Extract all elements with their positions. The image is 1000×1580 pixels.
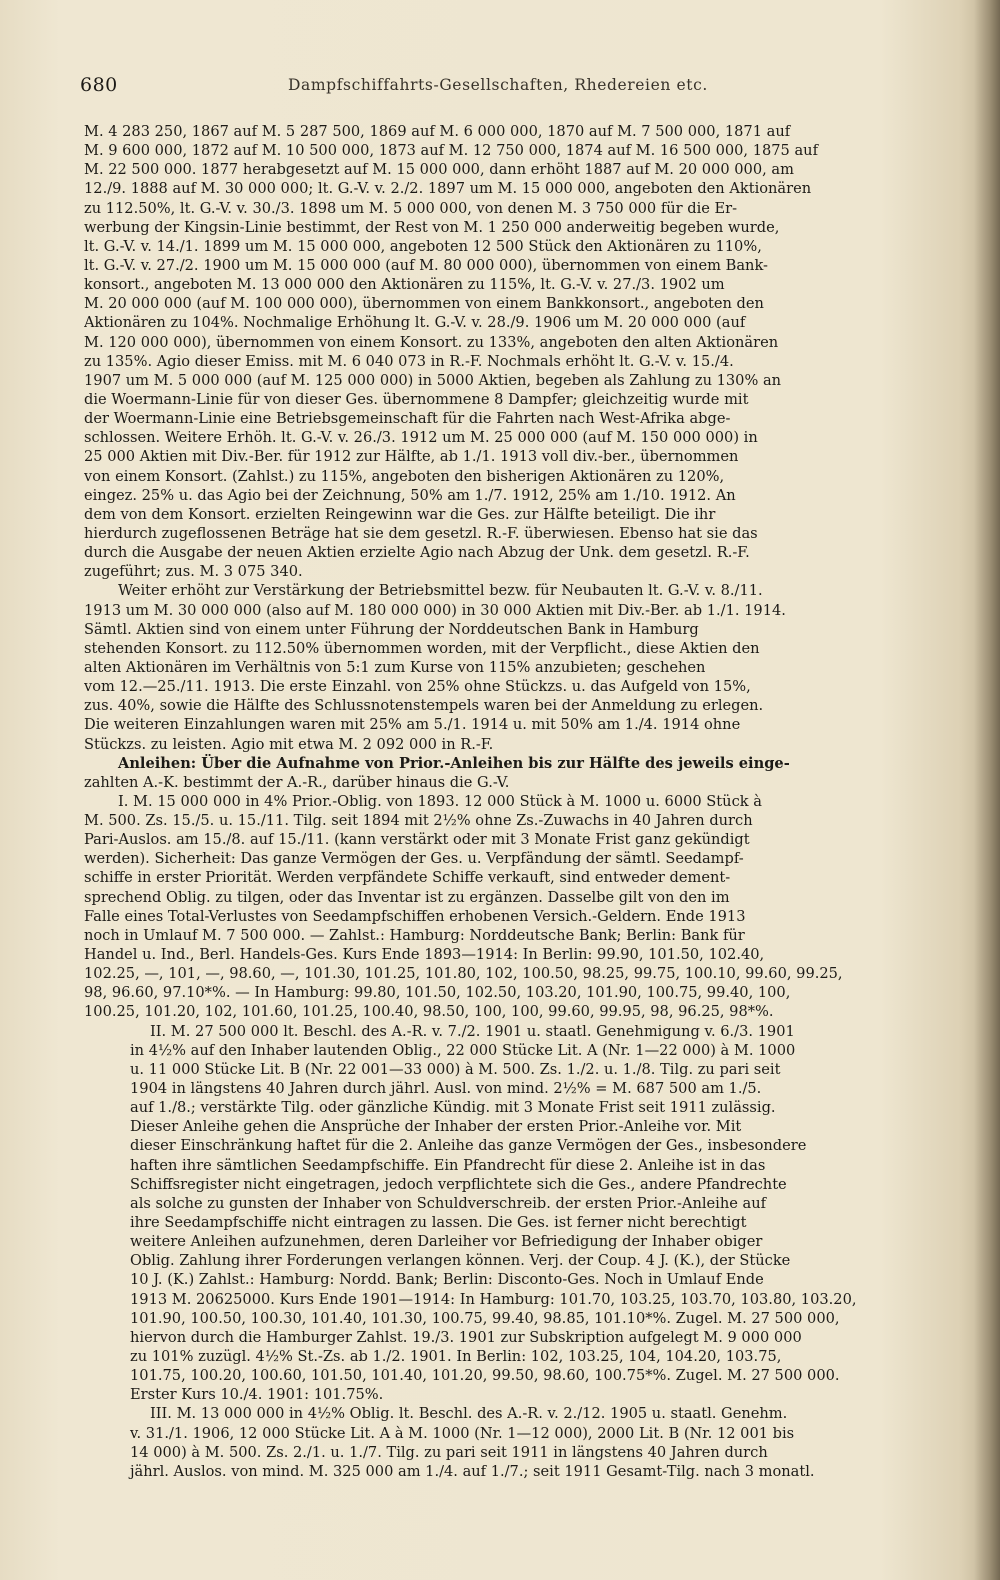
text-line: I. M. 15 000 000 in 4% Prior.-Oblig. von 1893. 12 000 Stück à M. 1000 u. 6000 Stück à: [118, 792, 762, 810]
page-number: 680: [80, 74, 118, 96]
text-line: die Woermann-Linie für von dieser Ges. übernommene 8 Dampfer; gleichzeitig wurde mit: [84, 390, 749, 408]
text-line: konsort., angeboten M. 13 000 000 den Aktionären zu 115%, lt. G.-V. v. 27./3. 1902 um: [84, 276, 725, 294]
text-line: 101.90, 100.50, 100.30, 101.40, 101.30, 100.75, 99.40, 98.85, 101.10*%. Zugel. M. 27 500 000,: [130, 1309, 840, 1327]
text-line: als solche zu gunsten der Inhaber von Schuldverschreib. der ersten Prior.-Anleihe auf: [130, 1194, 767, 1212]
text-line: stehenden Konsort. zu 112.50% übernommen worden, mit der Verpflicht., diese Aktien den: [84, 639, 760, 657]
text-line: M. 500. Zs. 15./5. u. 15./11. Tilg. seit 1894 mit 2½% ohne Zs.-Zuwachs in 40 Jahren durch: [84, 812, 753, 830]
text-line: Erster Kurs 10./4. 1901: 101.75%.: [130, 1386, 384, 1404]
text-line: schlossen. Weitere Erhöh. lt. G.-V. v. 26./3. 1912 um M. 25 000 000 (auf M. 150 000 000) in: [84, 429, 758, 447]
text-line: Die weiteren Einzahlungen waren mit 25% am 5./1. 1914 u. mit 50% am 1./4. 1914 ohne: [84, 716, 741, 734]
text-line: alten Aktionären im Verhältnis von 5:1 zum Kurse von 115% anzubieten; geschehen: [84, 658, 706, 676]
text-line: 1913 M. 20625000. Kurs Ende 1901—1914: In Hamburg: 101.70, 103.25, 103.70, 103.80, 103.20,: [130, 1290, 857, 1308]
text-line: sprechend Oblig. zu tilgen, oder das Inventar ist zu ergänzen. Dasselbe gilt von den im: [84, 888, 730, 906]
text-line: Anleihen: Über die Aufnahme von Prior.-Anleihen bis zur Hälfte des jeweils einge-: [118, 754, 790, 772]
text-line: haften ihre sämtlichen Seedampfschiffe. Ein Pfandrecht für diese 2. Anleihe ist in das: [130, 1156, 766, 1174]
text-line: schiffe in erster Priorität. Werden verpfändete Schiffe verkauft, sind entweder dement-: [84, 869, 731, 887]
text-line: Schiffsregister nicht eingetragen, jedoch verpflichtete sich die Ges., andere Pfandrechte: [130, 1175, 787, 1193]
text-line: M. 120 000 000), übernommen von einem Konsort. zu 133%, angeboten den alten Aktionären: [84, 333, 779, 351]
text-line: lt. G.-V. v. 27./2. 1900 um M. 15 000 000 (auf M. 80 000 000), übernommen von einem Bank-: [84, 256, 768, 274]
text-line: II. M. 27 500 000 lt. Beschl. des A.-R. v. 7./2. 1901 u. staatl. Genehmigung v. 6./3. 1901: [150, 1022, 795, 1040]
text-line: M. 4 283 250, 1867 auf M. 5 287 500, 1869 auf M. 6 000 000, 1870 auf M. 7 500 000, 1871 auf: [84, 123, 791, 140]
body-text: [84, 122, 964, 1481]
text-line: 1913 um M. 30 000 000 (also auf M. 180 000 000) in 30 000 Aktien mit Div.-Ber. ab 1./1. 1914.: [84, 601, 786, 619]
text-line: Dieser Anleihe gehen die Ansprüche der Inhaber der ersten Prior.-Anleihe vor. Mit: [130, 1118, 742, 1136]
text-line: auf 1./8.; verstärkte Tilg. oder gänzliche Kündig. mit 3 Monate Frist seit 1911 zulässig.: [130, 1099, 776, 1117]
text-line: jährl. Auslos. von mind. M. 325 000 am 1./4. auf 1./7.; seit 1911 Gesamt-Tilg. nach 3 monatl.: [130, 1462, 815, 1480]
page-edge-shadow: [974, 0, 1000, 1580]
text-line: in 4½% auf den Inhaber lautenden Oblig., 22 000 Stücke Lit. A (Nr. 1—22 000) à M. 1000: [130, 1041, 796, 1059]
text-line: Falle eines Total-Verlustes von Seedampfschiffen erhobenen Versich.-Geldern. Ende 1913: [84, 907, 746, 925]
text-line: zugeführt; zus. M. 3 075 340.: [84, 563, 303, 581]
text-line: 12./9. 1888 auf M. 30 000 000; lt. G.-V. v. 2./2. 1897 um M. 15 000 000, angeboten den Aktionären: [84, 180, 812, 198]
text-line: zu 112.50%, lt. G.-V. v. 30./3. 1898 um M. 5 000 000, von denen M. 3 750 000 für die Er-: [84, 199, 738, 217]
text-line: zu 101% zuzügl. 4½% St.-Zs. ab 1./2. 1901. In Berlin: 102, 103.25, 104, 104.20, 103.75,: [130, 1348, 782, 1365]
text-line: der Woermann-Linie eine Betriebsgemeinschaft für die Fahrten nach West-Afrika abge-: [84, 410, 731, 428]
text-line: eingez. 25% u. das Agio bei der Zeichnung, 50% am 1./7. 1912, 25% am 1./10. 1912. An: [84, 486, 736, 504]
text-line: weitere Anleihen aufzunehmen, deren Darleiher vor Befriedigung der Inhaber obiger: [130, 1233, 763, 1251]
text-line: 100.25, 101.20, 102, 101.60, 101.25, 100.40, 98.50, 100, 100, 99.60, 99.95, 98, 96.25, 98*%.: [84, 1003, 774, 1021]
text-line: 10 J. (K.) Zahlst.: Hamburg: Nordd. Bank; Berlin: Disconto-Ges. Noch in Umlauf Ende: [130, 1271, 764, 1289]
text-line: hiervon durch die Hamburger Zahlst. 19./3. 1901 zur Subskription aufgelegt M. 9 000 000: [130, 1328, 802, 1346]
text-line: dem von dem Konsort. erzielten Reingewinn war die Ges. zur Hälfte beteiligt. Die ihr: [84, 505, 716, 523]
text-line: 98, 96.60, 97.10*%. — In Hamburg: 99.80, 101.50, 102.50, 103.20, 101.90, 100.75, 99.40, 100,: [84, 984, 791, 1002]
text-line: Weiter erhöht zur Verstärkung der Betriebsmittel bezw. für Neubauten lt. G.-V. v. 8./11.: [118, 582, 763, 600]
running-head: Dampfschiffahrts-Gesellschaften, Rhedereien etc.: [288, 76, 708, 94]
text-line: 1904 in längstens 40 Jahren durch jährl. Ausl. von mind. 2½% = M. 687 500 am 1./5.: [130, 1080, 762, 1098]
text-line: III. M. 13 000 000 in 4½% Oblig. lt. Beschl. des A.-R. v. 2./12. 1905 u. staatl. Genehm.: [150, 1405, 788, 1423]
text-line: 1907 um M. 5 000 000 (auf M. 125 000 000) in 5000 Aktien, begeben als Zahlung zu 130% an: [84, 371, 782, 389]
text-line: 102.25, —, 101, —, 98.60, —, 101.30, 101.25, 101.80, 102, 100.50, 98.25, 99.75, 100.10, 99.60, 99.25,: [84, 965, 843, 983]
text-line: Sämtl. Aktien sind von einem unter Führung der Norddeutschen Bank in Hamburg: [84, 620, 699, 638]
text-line: von einem Konsort. (Zahlst.) zu 115%, angeboten den bisherigen Aktionären zu 120%,: [84, 467, 725, 485]
text-line: Aktionären zu 104%. Nochmalige Erhöhung lt. G.-V. v. 28./9. 1906 um M. 20 000 000 (auf: [84, 314, 746, 332]
text-line: ihre Seedampfschiffe nicht eintragen zu lassen. Die Ges. ist ferner nicht berechtigt: [130, 1214, 747, 1232]
text-line: hierdurch zugeflossenen Beträge hat sie dem gesetzl. R.-F. überwiesen. Ebenso hat sie das: [84, 524, 758, 542]
text-line: werbung der Kingsin-Linie bestimmt, der Rest von M. 1 250 000 anderweitig begeben wurde,: [84, 218, 780, 236]
text-line: lt. G.-V. v. 14./1. 1899 um M. 15 000 000, angeboten 12 500 Stück den Aktionären zu 110%,: [84, 237, 762, 255]
text-line: noch in Umlauf M. 7 500 000. — Zahlst.: Hamburg: Norddeutsche Bank; Berlin: Bank für: [84, 926, 745, 944]
text-line: 14 000) à M. 500. Zs. 2./1. u. 1./7. Tilg. zu pari seit 1911 in längstens 40 Jahren durch: [130, 1443, 768, 1461]
text-line: vom 12.—25./11. 1913. Die erste Einzahl. von 25% ohne Stückzs. u. das Aufgeld von 15%,: [84, 678, 751, 696]
text-line: Oblig. Zahlung ihrer Forderungen verlangen können. Verj. der Coup. 4 J. (K.), der Stücke: [130, 1252, 791, 1270]
text-line: u. 11 000 Stücke Lit. B (Nr. 22 001—33 000) à M. 500. Zs. 1./2. u. 1./8. Tilg. zu pari seit: [130, 1060, 781, 1078]
text-line: Handel u. Ind., Berl. Handels-Ges. Kurs Ende 1893—1914: In Berlin: 99.90, 101.50, 102.40,: [84, 946, 765, 964]
text-line: v. 31./1. 1906, 12 000 Stücke Lit. A à M. 1000 (Nr. 1—12 000), 2000 Lit. B (Nr. 12 001 bis: [130, 1424, 795, 1442]
text-line: werden). Sicherheit: Das ganze Vermögen der Ges. u. Verpfändung der sämtl. Seedampf-: [84, 850, 744, 868]
text-line: 25 000 Aktien mit Div.-Ber. für 1912 zur Hälfte, ab 1./1. 1913 voll div.-ber., übernommen: [84, 448, 739, 466]
text-line: 101.75, 100.20, 100.60, 101.50, 101.40, 101.20, 99.50, 98.60, 100.75*%. Zugel. M. 27 500 000.: [130, 1367, 840, 1385]
text-line: M. 9 600 000, 1872 auf M. 10 500 000, 1873 auf M. 12 750 000, 1874 auf M. 16 500 000, 1875 auf: [84, 142, 818, 160]
text-line: Stückzs. zu leisten. Agio mit etwa M. 2 092 000 in R.-F.: [84, 735, 494, 753]
text-line: zu 135%. Agio dieser Emiss. mit M. 6 040 073 in R.-F. Nochmals erhöht lt. G.-V. v. 15./4.: [84, 352, 734, 370]
text-line: zahlten A.-K. bestimmt der A.-R., darüber hinaus die G.-V.: [84, 773, 510, 791]
text-line: Pari-Auslos. am 15./8. auf 15./11. (kann verstärkt oder mit 3 Monate Frist ganz gekündigt: [84, 831, 750, 849]
text-line: zus. 40%, sowie die Hälfte des Schlussnotenstempels waren bei der Anmeldung zu erlegen.: [84, 697, 764, 715]
page-header: [80, 74, 960, 100]
text-line: M. 22 500 000. 1877 herabgesetzt auf M. 15 000 000, dann erhöht 1887 auf M. 20 000 000, am: [84, 161, 794, 179]
text-line: durch die Ausgabe der neuen Aktien erzielte Agio nach Abzug der Unk. dem gesetzl. R.-F.: [84, 544, 750, 562]
text-line: dieser Einschränkung haftet für die 2. Anleihe das ganze Vermögen der Ges., insbesondere: [130, 1137, 807, 1155]
text-line: M. 20 000 000 (auf M. 100 000 000), übernommen von einem Bankkonsort., angeboten den: [84, 295, 764, 313]
